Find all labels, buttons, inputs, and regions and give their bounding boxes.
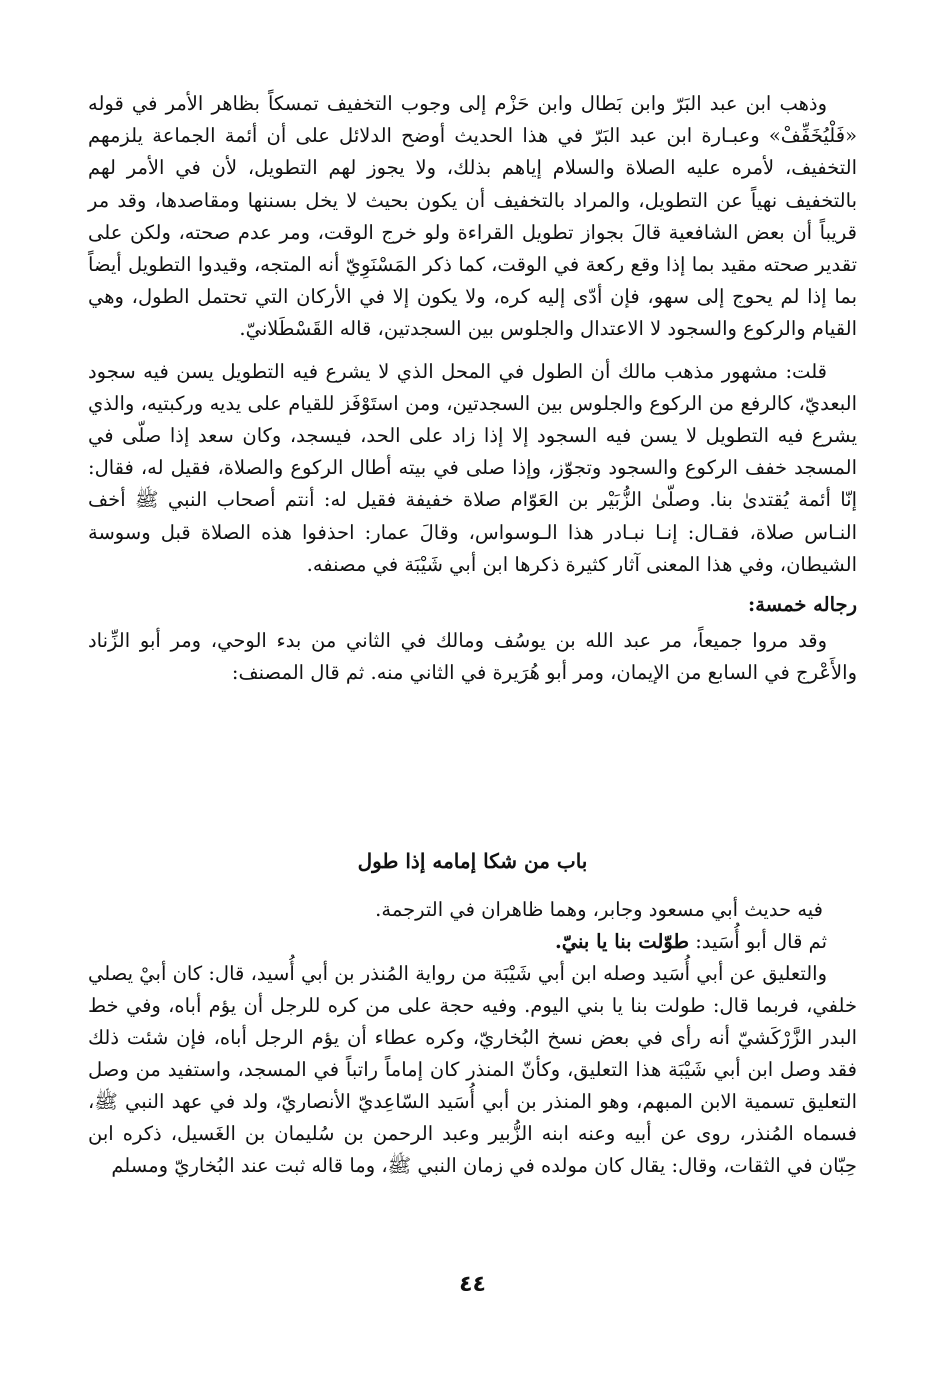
chapter-body (88, 894, 857, 1182)
rijal-paragraph: وقد مروا جميعاً، مر عبد الله بن يوسُف ومالك في الثاني من بدء الوحي، ومر أبو الزِّناد والأَعْرج في السابع من الإيمان، ومر أبو هُرَيرة في الثاني منه. ثم قال المصنف: (88, 629, 857, 685)
rijal-heading: رجاله خمسة: (748, 593, 857, 617)
quote-line (88, 926, 857, 958)
paragraph-takhfif: وذهب ابن عبد البَرّ وابن بَطال وابن حَزْم إلى وجوب التخفيف تمسكاً بظاهر الأمر في قوله «فَلْيُخَفِّفْ» وعبـارة ابن عبد البَرّ في هذا الحديث أوضح الدلائل على أن أئمة الجماعة يلزمهم التخفيف، لأمره عليه الصلاة والسلام إياهم بذلك، ولا يجوز لهم التطويل، لأن في الأمر لهم بالتخفيف نهياً عن التطويل، والمراد بالتخفيف أن يكون بحيث لا يخل بسننها ومقاصدها، وقد مر قريباً أن بعض الشافعية قالَ بجواز تطويل القراءة ولو خرج الوقت، ومر عدم صحته، ولكن على تقدير صحته مقيد بما إذا وقع ركعة في الوقت، كما ذكر المَسْنَوِيّ أنه المتجه، وقيدوا التطويل أيضاً بما إذا لم يحوج إلى سهو، فإن أدّى إليه كره، ولا يكون إلا في الأركان التي تحتمل الطول، وهي القيام والركوع والسجود لا الاعتدال والجلوس بين السجدتين، قاله القَسْطَلانيّ. (88, 92, 857, 341)
commentary-body (88, 88, 857, 690)
paragraph-taliq: والتعليق عن أبي أُسَيد وصله ابن أبي شَيْبَة من رواية المُنذر بن أبي أُسيد، قال: كان أبيْ يصلي خلفي، فربما قال: طولت بنا يا بني اليوم. وفيه حجة على من كره للرجل أن يؤم أباه، وفي خط البدر الزَّرْكَشيّ أنه رأى في بعض نسخ البُخاريّ، وكره عطاء أن يؤم الرجل أباه، فإن شئت ذلك فقد وصل ابن أبي شَيْبَة هذا التعليق، وكأنّ المنذر كان إماماً راتباً في المسجد، واستفيد من وصل التعليق تسمية الابن المبهم، وهو المنذر بن أبي أُسَيد السّاعِديّ الأنصاريّ، ولد في عهد النبي ﷺ، فسماه المُنذر، روى عن أبيه وعنه ابنه الزُّبير وعبد الرحمن بن سُليمان بن الغَسيل، ذكره ابن حِبّان في الثقات، وقال: يقال كان مولده في زمان النبي ﷺ، وما قاله ثبت عند البُخاريّ ومسلم (88, 962, 857, 1177)
page-number: ٤٤ (459, 1272, 486, 1297)
quote-lead: ثم قال أبو أُسَيد: (695, 930, 827, 953)
chapter-intro: فيه حديث أبي مسعود وجابر، وهما ظاهران في الترجمة. (375, 898, 823, 921)
paragraph-qultu: قلت: مشهور مذهب مالك أن الطول في المحل الذي لا يشرع فيه التطويل يسن فيه سجود البعديّ، كالرفع من الركوع والجلوس بين السجدتين، ومن استَوْفَز للقيام على يديه وركبتيه، والذي يشرع فيه التطويل لا يسن فيه السجود إلا إذا زاد على الحد، فيسجد، وكان سعد إذا صلّى في المسجد خفف الركوع والسجود وتجوّز، وإذا صلى في بيته أطال الركوع والصلاة، فقيل له، فقال: إنّا أئمة يُقتدىٰ بنا. وصلّىٰ الزُّبَيْر بن العَوّام صلاة خفيفة فقيل له: أنتم أصحاب النبي ﷺ أخف النـاس صلاة، فقـال: إنـا نبـادر هذا الـوسواس، وقالَ عمار: احذفوا هذه الصلاة قبل وسوسة الشيطان، وفي هذا المعنى آثار كثيرة ذكرها ابن أبي شَيْبَة في مصنفه. (88, 359, 857, 576)
chapter-heading: باب من شكا إمامه إذا طول (357, 849, 588, 873)
quote-text: طوّلت بنا يا بنيّ. (554, 930, 689, 953)
